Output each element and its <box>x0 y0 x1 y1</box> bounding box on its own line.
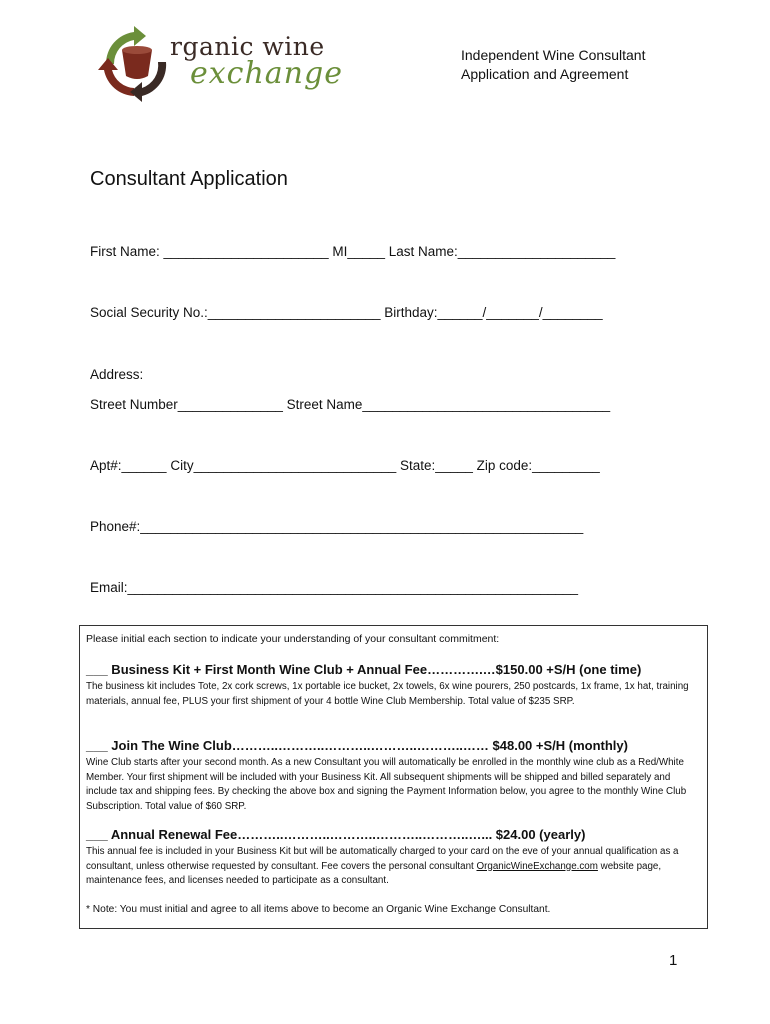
document-header <box>461 46 645 84</box>
name-field-line[interactable]: First Name: ______________________ MI_____ Last Name:_____________________ <box>90 244 616 259</box>
page-number: 1 <box>669 952 678 969</box>
address-label: Address: <box>90 367 144 382</box>
annual-renewal-heading[interactable]: ___ Annual Renewal Fee………..………..………..………..………..…... $24.00 (yearly) <box>86 827 586 842</box>
annual-renewal-text-end: website page, maintenance fees, and licenses needed to participate as a consultant. <box>86 860 662 887</box>
commitment-intro: Please initial each section to indicate your understanding of your consultant commitment: <box>86 633 500 645</box>
organic-wine-exchange-logo <box>98 24 343 104</box>
phone-field-line[interactable]: Phone#:___________________________________________________________ <box>90 519 584 534</box>
logo-wordmark-top: rganic wine <box>170 32 325 61</box>
commitment-box <box>79 625 708 929</box>
business-kit-heading[interactable]: ___ Business Kit + First Month Wine Club + Annual Fee………….…$150.00 +S/H (one time) <box>86 662 642 677</box>
wine-cup-recycle-icon <box>98 24 176 104</box>
page-title: Consultant Application <box>90 168 288 190</box>
header-line-1: Independent Wine Consultant <box>461 47 646 63</box>
email-field-line[interactable]: Email:____________________________________________________________ <box>90 580 578 595</box>
website-link[interactable]: OrganicWineExchange.com <box>476 860 598 872</box>
apt-city-state-zip-field-line[interactable]: Apt#:______ City___________________________ State:_____ Zip code:_________ <box>90 458 600 473</box>
annual-renewal-description <box>86 845 698 889</box>
wine-club-description: Wine Club starts after your second month. As a new Consultant you will automatically be enrolled in the monthly wine club as a Red/White Member. Your first shipment will be included with your Business Kit. All subsequent shipments will be shipped and billed separately and include tax and shipping fees. By checking the above box and signing the Payment Information below, you agree to the monthly Wine Club Subscription. Total value of $60 SRP. <box>86 757 687 812</box>
annual-renewal-text: This annual fee is included in your Business Kit but will be automatically charged to your card on the eve of your annual qualification as a consultant, unless otherwise requested by consultant. Fee covers the personal consultant <box>86 846 679 872</box>
header-line-2: Application and Agreement <box>461 66 629 82</box>
street-field-line[interactable]: Street Number______________ Street Name_________________________________ <box>90 397 611 412</box>
logo-wordmark-bottom: exchange <box>190 56 343 91</box>
ssn-birthday-field-line[interactable]: Social Security No.:_______________________ Birthday:______/_______/________ <box>90 305 603 320</box>
commitment-note: * Note: You must initial and agree to all items above to become an Organic Wine Exchange Consultant. <box>86 904 551 915</box>
wine-club-heading[interactable]: ___ Join The Wine Club………..………..………..………..………..…… $48.00 +S/H (monthly) <box>86 738 628 753</box>
business-kit-description: The business kit includes Tote, 2x cork screws, 1x portable ice bucket, 2x towels, 6x wine pourers, 250 postcards, 1x frame, 1x hat, training materials, annual fee, PLUS your first shipment of your 4 bottle Wine Club Membership. Total value of $235 SRP. <box>86 681 689 707</box>
